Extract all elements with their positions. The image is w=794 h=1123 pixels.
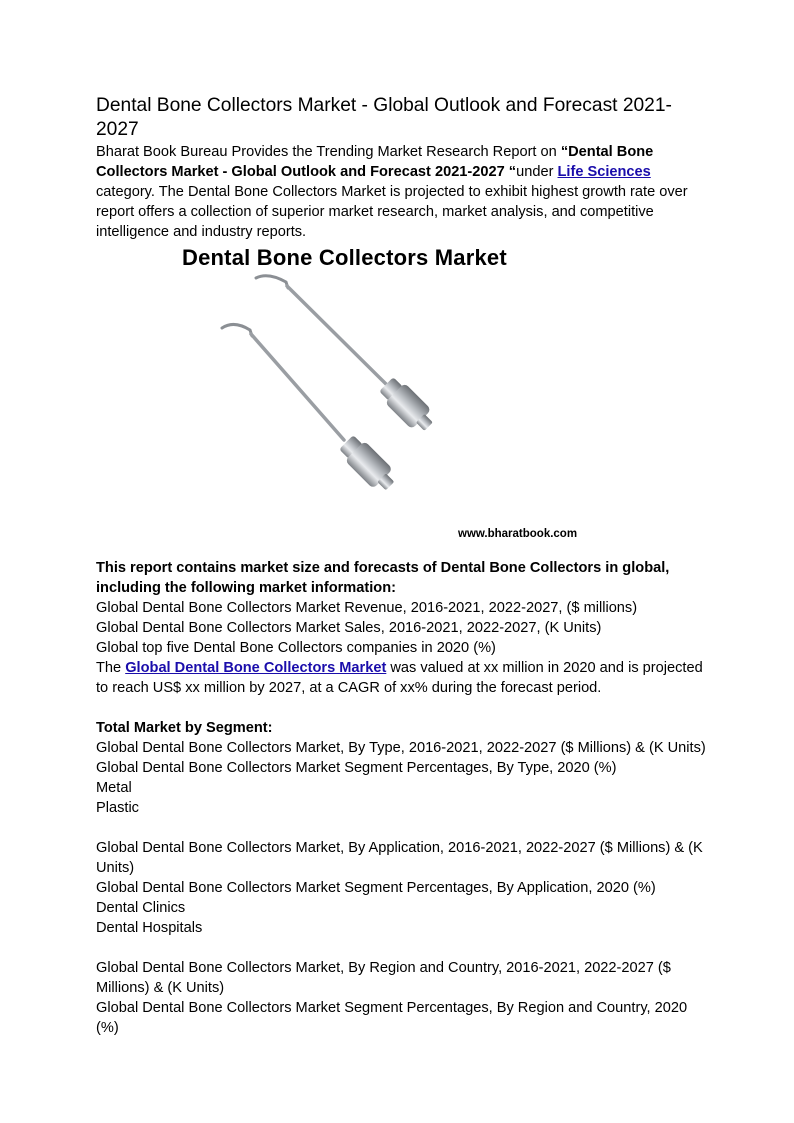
bone-collector-image [216,264,476,514]
figure-title: Dental Bone Collectors Market [182,245,507,270]
list-item: Global Dental Bone Collectors Market Segment Percentages, By Application, 2020 (%) [96,880,656,896]
segments-heading: Total Market by Segment: [96,720,273,736]
figure-website: www.bharatbook.com [458,528,578,540]
list-item: Global Dental Bone Collectors Market, By Type, 2016-2021, 2022-2027 ($ Millions) & (K Units) [96,740,706,756]
instrument-upper [256,276,439,437]
category-link[interactable]: Life Sciences [557,164,651,180]
intro-prefix: Bharat Book Bureau Provides the Trending Market Research Report on [96,144,561,160]
list-item: Plastic [96,800,139,816]
list-item: Global Dental Bone Collectors Market, By Application, 2016-2021, 2022-2027 ($ Millions) & (K Units) [96,840,703,876]
list-item: Dental Clinics [96,900,186,916]
report-name: “Dental Bone Collectors Market - Global Outlook and Forecast 2021-2027 “ [96,144,654,180]
list-item: Global Dental Bone Collectors Market Sales, 2016-2021, 2022-2027, (K Units) [96,620,602,636]
list-item: Global Dental Bone Collectors Market, By Region and Country, 2016-2021, 2022-2027 ($ Millions) & (K Units) [96,960,671,996]
valuation-suffix: was valued at xx million in 2020 and is projected to reach US$ xx million by 2027, at a CAGR of xx% during the forecast period. [96,660,703,696]
page-title: Dental Bone Collectors Market - Global Outlook and Forecast 2021-2027 [96,95,672,140]
intro-paragraph [96,142,706,242]
product-figure [96,244,706,544]
instrument-lower [222,324,400,495]
list-item: Metal [96,780,132,796]
intro-under: under [516,164,558,180]
document-page [96,94,706,1038]
intro-category-suffix: category. [96,184,155,200]
list-item: Global Dental Bone Collectors Market Revenue, 2016-2021, 2022-2027, ($ millions) [96,600,638,616]
valuation-paragraph [96,658,706,698]
list-item: Global Dental Bone Collectors Market Segment Percentages, By Type, 2020 (%) [96,760,617,776]
report-contents-heading: This report contains market size and forecasts of Dental Bone Collectors in global, including the following market information: [96,560,670,596]
list-item: Dental Hospitals [96,920,203,936]
valuation-prefix: The [96,660,126,676]
intro-description: The Dental Bone Collectors Market is projected to exhibit highest growth rate over report offers a collection of superior market research, market analysis, and competitive intelligence and industry reports. [96,184,688,240]
list-item: Global Dental Bone Collectors Market Segment Percentages, By Region and Country, 2020 (%) [96,1000,688,1036]
list-item: Global top five Dental Bone Collectors companies in 2020 (%) [96,640,496,656]
market-link[interactable]: Global Dental Bone Collectors Market [125,660,387,676]
